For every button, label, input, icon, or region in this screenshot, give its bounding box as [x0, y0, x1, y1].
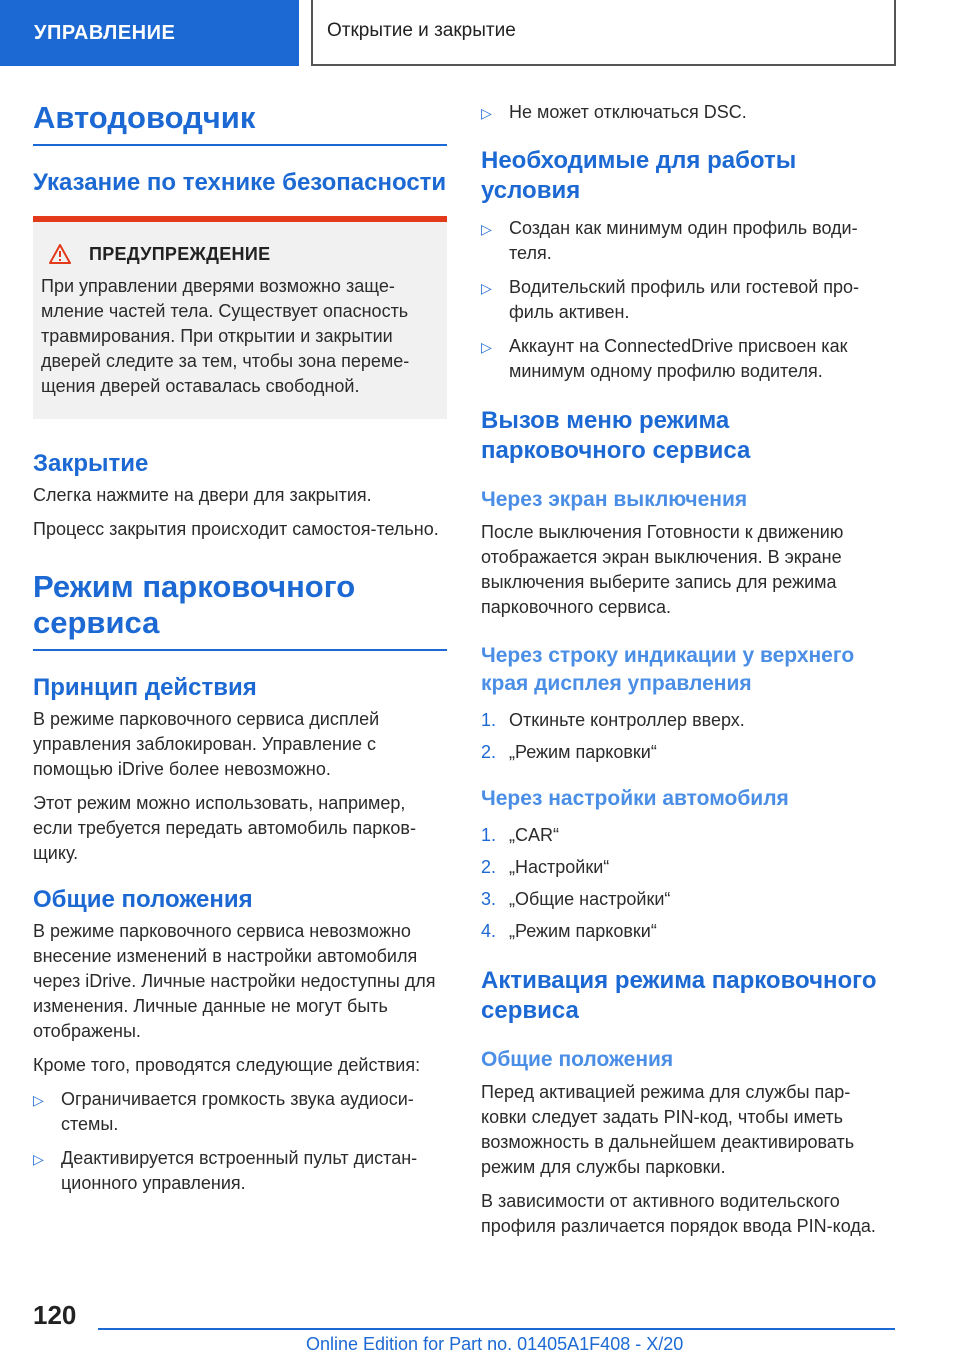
steps-settings-list: [481, 823, 895, 944]
heading-close: Закрытие: [33, 450, 149, 477]
left-column: [33, 100, 447, 1208]
triangle-bullet-icon: ▷: [481, 339, 492, 355]
warning-label: ПРЕДУПРЕЖДЕНИЕ: [89, 243, 271, 264]
list-item: ▷ Водительский профиль или гостевой про-филь активен.: [481, 275, 895, 325]
triangle-bullet-icon: ▷: [33, 1151, 44, 1167]
page-header: [0, 0, 960, 66]
triangle-bullet-icon: ▷: [481, 280, 492, 296]
list-item: 1. „CAR“: [481, 825, 559, 845]
close-paragraph-1: Слегка нажмите на двери для закрытия.: [33, 485, 372, 505]
principle-paragraph-2: Этот режим можно использовать, например, если требуется передать автомобиль парков-щику.: [33, 793, 416, 863]
heading-autoclose: Автодоводчик: [33, 100, 447, 146]
general-paragraph-2: Кроме того, проводятся следующие действия:: [33, 1055, 421, 1075]
heading-via-bar: Через строку индикации у верхнего края дисплея управления: [481, 644, 855, 695]
heading-via-settings: Через настройки автомобиля: [481, 787, 789, 810]
close-paragraph-2: Процесс закрытия происходит самостоя-тельно.: [33, 519, 439, 539]
general-paragraph-1: В режиме парковочного сервиса невозможно внесение изменений в настройки автомобиля через iDrive. Личные настройки недоступны для изменения. Личные данные не могут быть отображены.: [33, 921, 436, 1041]
heading-general: Общие положения: [33, 886, 253, 913]
via-screen-paragraph: После выключения Готовности к движению отображается экран выключения. В экране выключения выберите запись для режима парковочного сервиса.: [481, 522, 844, 617]
heading-principle: Принцип действия: [33, 674, 257, 701]
list-item: 4. „Режим парковки“: [481, 921, 657, 941]
warning-box: [33, 216, 447, 419]
warning-triangle-icon: [41, 242, 79, 266]
actions-list: [33, 1087, 447, 1196]
list-item: ▷ Аккаунт на ConnectedDrive присвоен как минимум одному профилю водителя.: [481, 334, 895, 384]
right-column: [481, 100, 895, 1248]
heading-via-screen: Через экран выключения: [481, 488, 748, 511]
heading-parking-mode: Режим парковочного сервиса: [33, 569, 447, 651]
dsc-list: [481, 100, 895, 126]
list-item: 3. „Общие настройки“: [481, 889, 671, 909]
warning-text: При управлении дверями возможно заще-мление частей тела. Существует опасность травмирования. При открытии и закрытии дверей следите за тем, чтобы зона переме-щения дверей оставалась свободной.: [41, 276, 410, 396]
heading-general-2: Общие положения: [481, 1048, 674, 1071]
list-item: 2. „Режим парковки“: [481, 742, 657, 762]
principle-paragraph-1: В режиме парковочного сервиса дисплей управления заблокирован. Управление с помощью iDrive более невозможно.: [33, 709, 380, 779]
warning-head: [41, 242, 439, 266]
footer-edition: Online Edition for Part no. 01405A1F408 - X/20: [306, 1334, 684, 1354]
conditions-list: [481, 216, 895, 384]
chapter-title: Открытие и закрытие: [311, 0, 896, 66]
list-item: ▷ Деактивируется встроенный пульт дистан-ционного управления.: [33, 1146, 447, 1196]
heading-conditions: Необходимые для работы условия: [481, 147, 797, 204]
page-number: 120: [33, 1300, 77, 1330]
list-item: ▷ Не может отключаться DSC.: [481, 100, 895, 126]
steps-bar-list: [481, 708, 895, 765]
list-item: ▷ Создан как минимум один профиль води-теля.: [481, 216, 895, 266]
heading-safety: Указание по технике безопасности: [33, 169, 447, 196]
triangle-bullet-icon: ▷: [33, 1092, 44, 1108]
heading-activation: Активация режима парковочного сервиса: [481, 967, 877, 1024]
triangle-bullet-icon: ▷: [481, 221, 492, 237]
list-item: 1. Откиньте контроллер вверх.: [481, 710, 745, 730]
activation-paragraph-1: Перед активацией режима для службы пар-ковки следует задать PIN-код, чтобы иметь возможность в дальнейшем деактивировать режим для службы парковки.: [481, 1082, 855, 1177]
heading-menu: Вызов меню режима парковочного сервиса: [481, 407, 751, 464]
footer-divider: [98, 1328, 895, 1330]
list-item: ▷ Ограничивается громкость звука аудиоси-стемы.: [33, 1087, 447, 1137]
list-item: 2. „Настройки“: [481, 857, 610, 877]
section-tab: УПРАВЛЕНИЕ: [0, 0, 299, 66]
activation-paragraph-2: В зависимости от активного водительского профиля различается порядок ввода PIN-кода.: [481, 1191, 876, 1236]
triangle-bullet-icon: ▷: [481, 105, 492, 121]
